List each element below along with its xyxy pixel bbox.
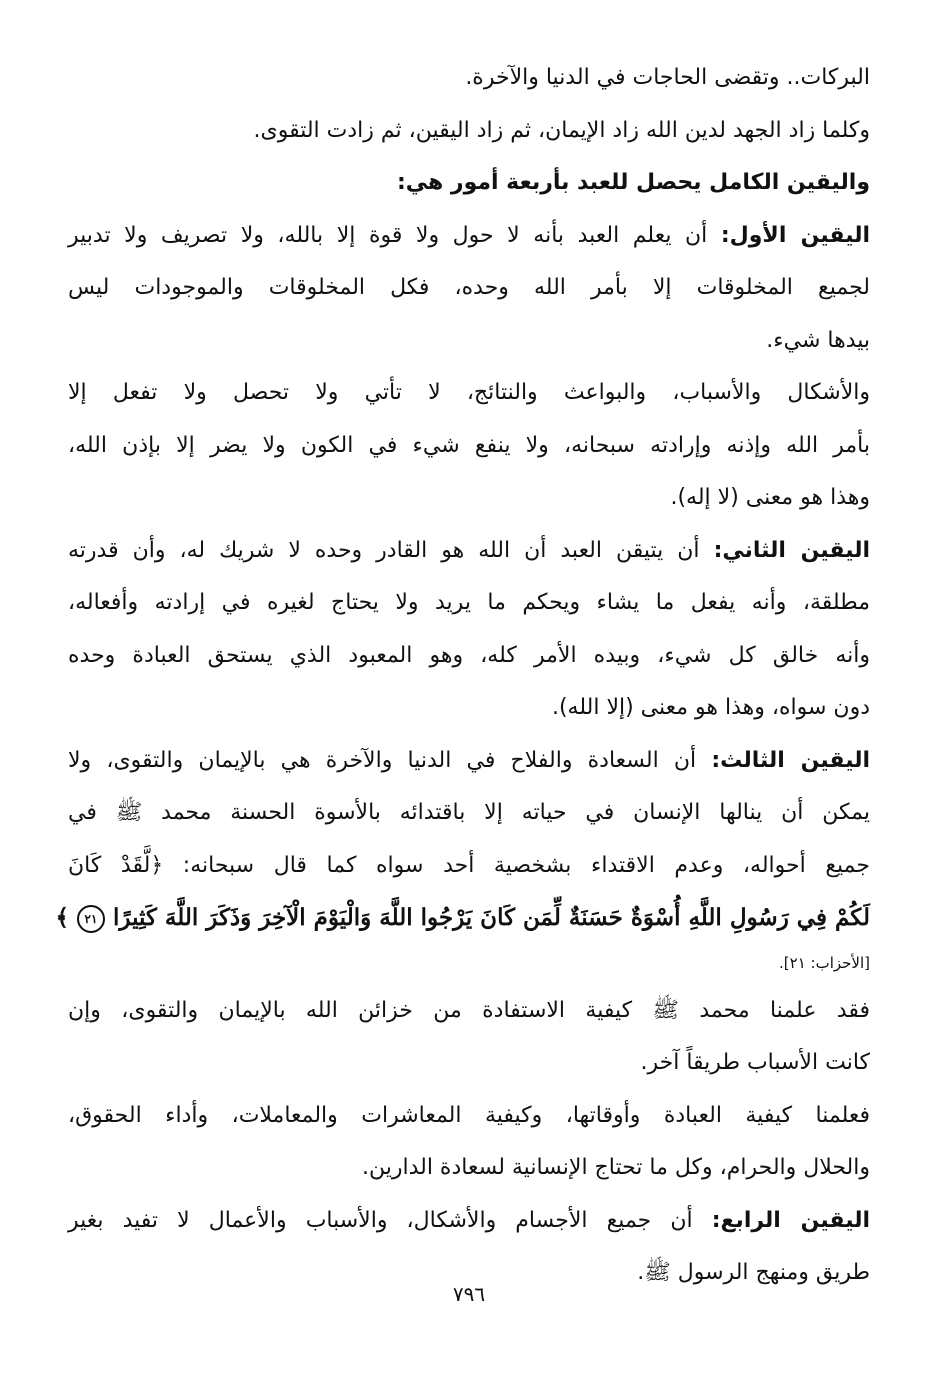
page-number: ٧٩٦: [452, 1282, 486, 1306]
text-line: طريق ومنهج الرسول ﷺ.: [637, 1260, 870, 1285]
text-line: جميع أحواله، وعدم الاقتداء بشخصية أحد سواه كما قال سبحانه: ﴿لَّقَدْ كَانَ: [68, 852, 870, 878]
paragraph-first-certainty: [68, 210, 870, 263]
text-line: فعلمنا كيفية العبادة وأوقاتها، وكيفية المعاشرات والمعاملات، وأداء الحقوق،: [68, 1102, 870, 1128]
text-line: فقد علمنا محمد ﷺ كيفية الاستفادة من خزائن الله بالإيمان والتقوى، وإن: [68, 997, 870, 1023]
text-line: مطلقة، وأنه يفعل ما يشاء ويحكم ما يريد ولا يحتاج لغيره في إرادته وأفعاله،: [68, 590, 870, 615]
section-heading: واليقين الكامل يحصل للعبد بأربعة أمور هي:: [396, 170, 870, 195]
page-body: [55, 52, 871, 1300]
verse-close-bracket: ﴾: [55, 904, 69, 931]
quran-verse: [55, 892, 870, 945]
text-line: يمكن أن ينالها الإنسان في حياته إلا باقتدائه بالأسوة الحسنة محمد ﷺ في: [68, 800, 870, 825]
verse-citation: [الأحزاب: ٢١].: [779, 953, 870, 972]
ayah-number-marker: ٢١: [77, 905, 105, 933]
text-line: أن السعادة والفلاح في الدنيا والآخرة هي بالإيمان والتقوى، ولا: [68, 747, 697, 773]
text-line: أن يعلم العبد بأنه لا حول ولا قوة إلا بالله، ولا تصريف ولا تدبير: [68, 222, 708, 248]
text-line: دون سواه، وهذا هو معنى (إلا الله).: [551, 695, 870, 720]
verse-text: لَكُمْ فِي رَسُولِ اللَّهِ أُسْوَةٌ حَسَنَةٌ لِّمَن كَانَ يَرْجُوا اللَّهَ وَالْيَوْمَ الْآخِرَ وَذَكَرَ اللَّهَ كَثِيرًا: [112, 904, 870, 931]
text-line: والحلال والحرام، وكل ما تحتاج الإنسانية لسعادة الدارين.: [361, 1155, 870, 1180]
certainty-label: اليقين الأول:: [720, 222, 870, 248]
text-line: البركات.. وتقضى الحاجات في الدنيا والآخرة.: [465, 65, 870, 90]
text-line: أن جميع الأجسام والأشكال، والأسباب والأعمال لا تفيد بغير: [68, 1207, 693, 1233]
paragraph-third-certainty: [68, 735, 870, 788]
text-line: وأنه خالق كل شيء، وبيده الأمر كله، وهو المعبود الذي يستحق العبادة وحده: [68, 642, 870, 668]
text-line: أن يتيقن العبد أن الله هو القادر وحده لا شريك له، وأن قدرته: [68, 537, 700, 563]
text-line: كانت الأسباب طريقاً آخر.: [640, 1050, 870, 1075]
certainty-label: اليقين الثالث:: [711, 747, 870, 773]
text-line: لجميع المخلوقات إلا بأمر الله وحده، فكل المخلوقات والموجودات ليس: [68, 275, 870, 300]
text-line: بأمر الله وإذنه وإرادته سبحانه، ولا ينفع شيء في الكون ولا يضر إلا بإذن الله،: [68, 432, 870, 458]
certainty-label: اليقين الثاني:: [713, 537, 870, 563]
paragraph-fourth-certainty: [68, 1195, 870, 1248]
text-line: وكلما زاد الجهد لدين الله زاد الإيمان، ثم زاد اليقين، ثم زادت التقوى.: [253, 117, 870, 143]
certainty-label: اليقين الرابع:: [711, 1207, 871, 1233]
text-line: وهذا هو معنى (لا إله).: [670, 485, 870, 510]
paragraph-second-certainty: [68, 525, 870, 578]
text-line: بيدها شيء.: [766, 327, 870, 353]
text-line: والأشكال والأسباب، والبواعث والنتائج، لا تأتي ولا تحصل ولا تفعل إلا: [68, 380, 870, 405]
